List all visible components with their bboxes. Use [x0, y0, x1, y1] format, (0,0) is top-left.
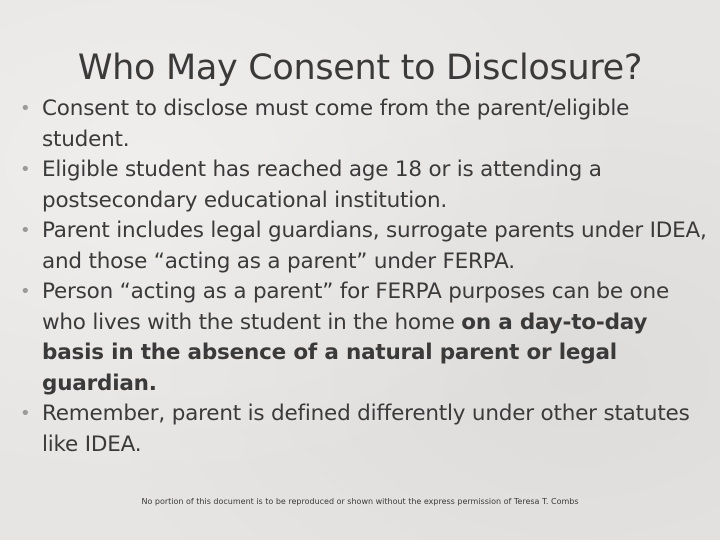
bullet-text: Remember, parent is defined differently under other statutes like IDEA.	[42, 401, 690, 457]
bullet-item	[20, 399, 710, 460]
bullet-marker-icon: •	[20, 159, 31, 180]
bullet-text: Consent to disclose must come from the parent/eligible student.	[42, 96, 630, 152]
bullet-text-emphasis: on a day-to-day basis in the absence of a natural parent or legal guardian.	[42, 309, 648, 396]
bullet-text: Eligible student has reached age 18 or is attending a postsecondary educational institution.	[42, 157, 602, 213]
bullet-marker-icon: •	[20, 220, 31, 241]
slide-title: Who May Consent to Disclosure?	[77, 48, 643, 88]
bullet-marker-icon: •	[20, 98, 31, 119]
bullet-marker-icon: •	[20, 281, 31, 302]
bullet-marker-icon: •	[20, 403, 31, 424]
bullet-item	[20, 277, 710, 399]
bullet-item	[20, 155, 710, 216]
copyright-footer: No portion of this document is to be reproduced or shown without the express permission of Teresa T. Combs	[141, 497, 579, 506]
bullet-item	[20, 216, 710, 277]
bullet-text: Parent includes legal guardians, surrogate parents under IDEA, and those “acting as a parent” under FERPA.	[42, 218, 707, 274]
bullet-item	[20, 94, 710, 155]
bullet-list	[20, 94, 710, 460]
bullet-text: Person “acting as a parent” for FERPA purposes can be one who lives with the student in the home	[42, 279, 669, 335]
